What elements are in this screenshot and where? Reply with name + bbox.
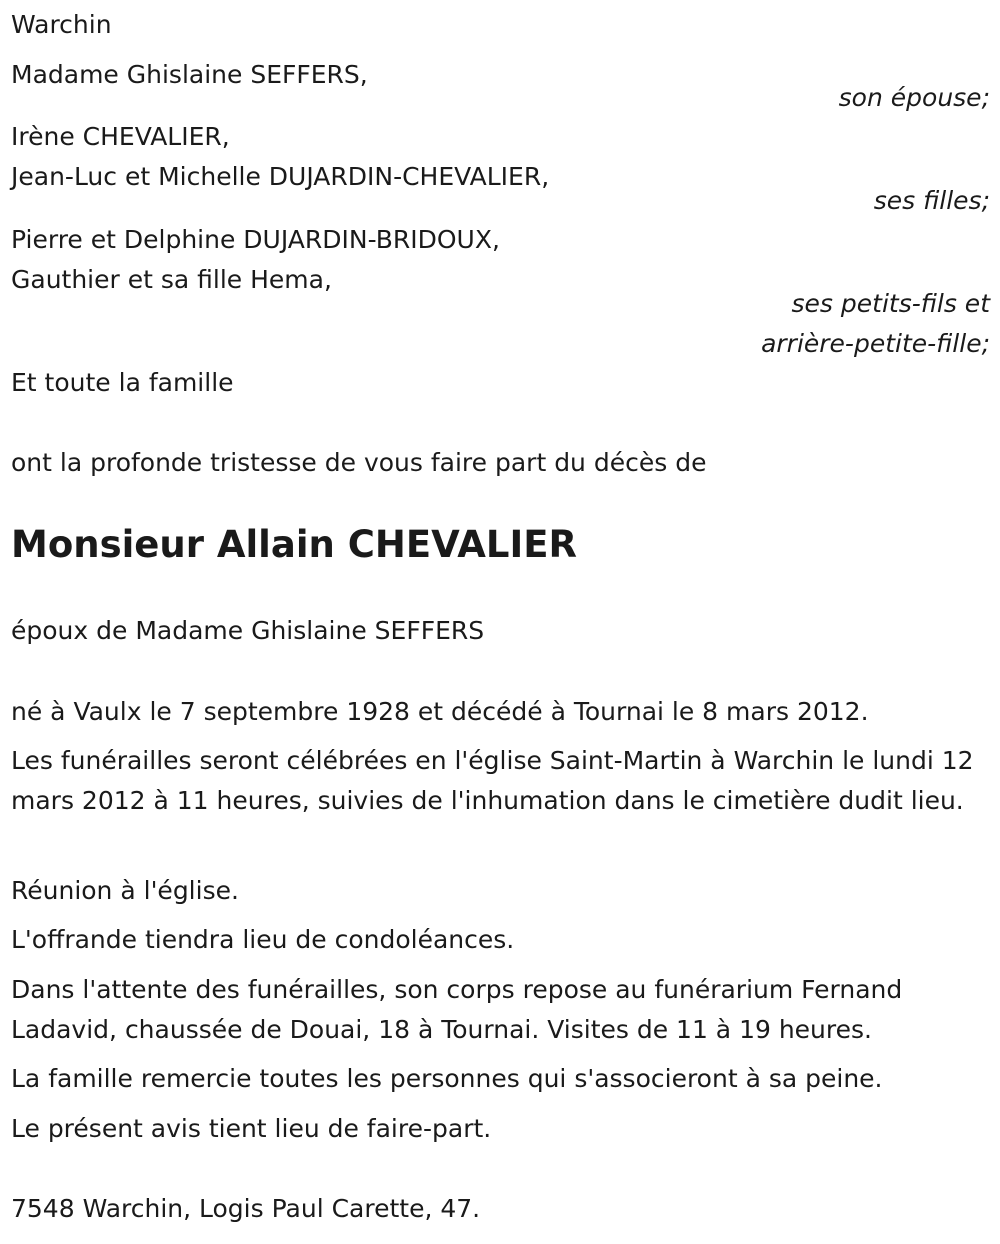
relation-grandchildren-2: arrière-petite-fille;	[761, 329, 990, 358]
deceased-name: Monsieur Allain CHEVALIER	[11, 523, 577, 566]
offering-line: L'offrande tiendra lieu de condoléances.	[11, 925, 515, 954]
funeral-paragraph: Les funérailles seront célébrées en l'église Saint-Martin à Warchin le lundi 12 mars 2012 à 11 heures, suivies de l'inhumation dans le cimetière dudit lieu.	[11, 746, 974, 815]
relation-daughters: ses filles;	[873, 186, 990, 215]
family-name-spouse: Madame Ghislaine SEFFERS,	[11, 60, 368, 89]
family-name-grandchild-2: Gauthier et sa fille Hema,	[11, 265, 332, 294]
family-name-grandchild-1: Pierre et Delphine DUJARDIN-BRIDOUX,	[11, 225, 500, 254]
birth-death-line: né à Vaulx le 7 septembre 1928 et décédé à Tournai le 8 mars 2012.	[11, 697, 869, 726]
announcement-text: ont la profonde tristesse de vous faire part du décès de	[11, 448, 707, 477]
notice-line: Le présent avis tient lieu de faire-part.	[11, 1114, 492, 1143]
meeting-line: Réunion à l'église.	[11, 876, 239, 905]
family-name-daughter-2: Jean-Luc et Michelle DUJARDIN-CHEVALIER,	[11, 162, 550, 191]
place-header: Warchin	[11, 10, 112, 39]
repose-paragraph: Dans l'attente des funérailles, son corps repose au funérarium Fernand Ladavid, chaussée de Douai, 18 à Tournai. Visites de 11 à 19 heures.	[11, 975, 903, 1044]
relation-grandchildren-1: ses petits-fils et	[791, 289, 990, 318]
family-name-daughter-1: Irène CHEVALIER,	[11, 122, 230, 151]
address-line: 7548 Warchin, Logis Paul Carette, 47.	[11, 1194, 481, 1223]
relation-spouse: son épouse;	[838, 83, 990, 112]
thanks-line: La famille remercie toutes les personnes qui s'associeront à sa peine.	[11, 1064, 883, 1093]
spouse-line: époux de Madame Ghislaine SEFFERS	[11, 616, 485, 645]
family-rest: Et toute la famille	[11, 368, 234, 397]
